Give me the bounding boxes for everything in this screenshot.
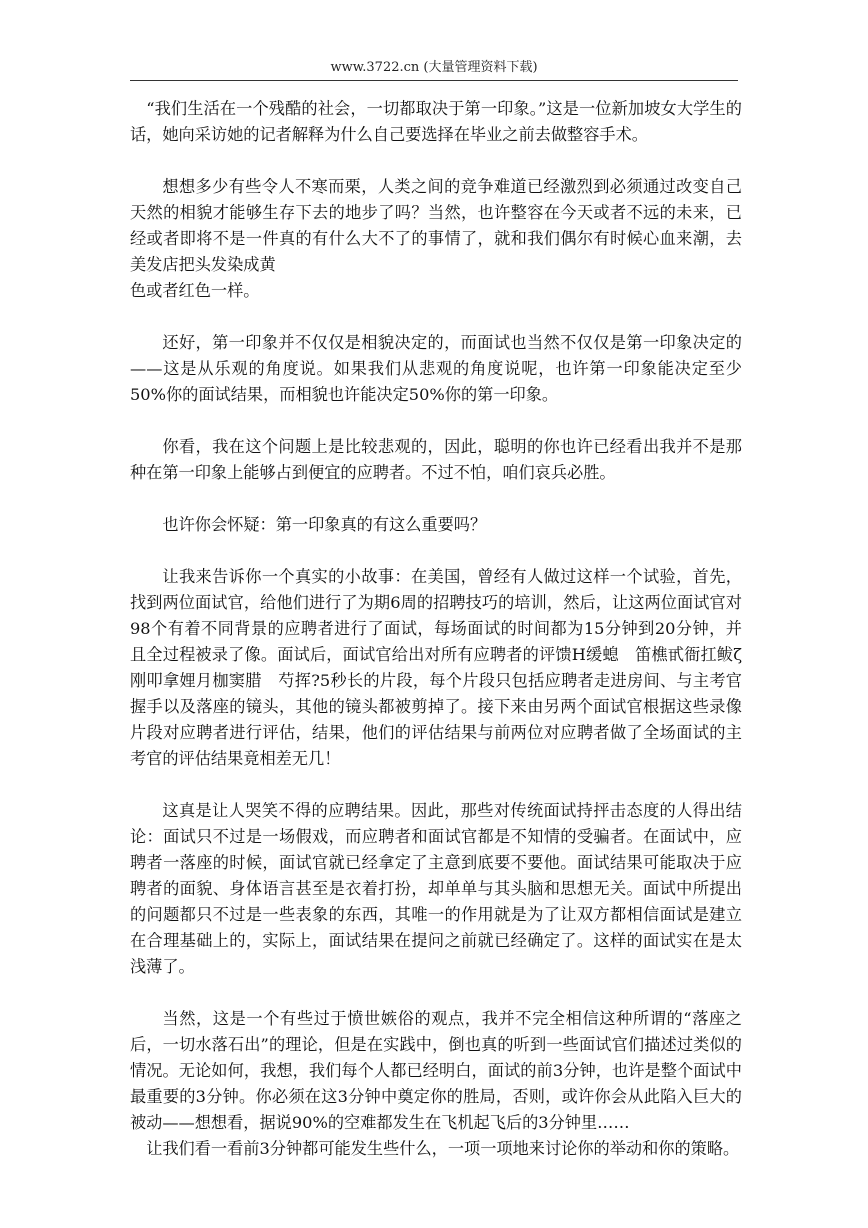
paragraph-7: 这真是让人哭笑不得的应聘结果。因此，那些对传统面试持抨击态度的人得出结论：面试只不过是一场假戏，而应聘者和面试官都是不知情的受骗者。在面试中，应聘者一落座的时候，面试官就已经拿定了主意到底要不要他。面试结果可能取决于应聘者的面貌、身体语言甚至是衣着打扮，却单单与其头脑和思想无关。面试中所提出的问题都只不过是一些表象的东西，其唯一的作用就是为了让双方都相信面试是建立在合理基础上的，实际上，面试结果在提问之前就已经确定了。这样的面试实在是太浅薄了。 — [130, 801, 742, 976]
page-header: www.3722.cn (大量管理资料下载) — [330, 60, 538, 75]
paragraph-2-block — [130, 174, 742, 304]
document-body — [130, 96, 742, 1162]
header-divider — [130, 80, 738, 81]
paragraph-6: 让我来告诉你一个真实的小故事：在美国，曾经有人做过这样一个试验，首先，找到两位面试官，给他们进行了为期6周的招聘技巧的培训，然后，让这两位面试官对98个有着不同背景的应聘者进行了面试，每场面试的时间都为15分钟到20分钟，并且全过程被录了像。面试后，面试官给出对所有应聘者的评馈Η缓螅 笛樵甙衙扛鲅ζ刚叩拿娌月枷窦腊 芍挥?5秒长的片段，每个片段只包括应聘者走进房间、与主考官握手以及落座的镜头，其他的镜头都被剪掉了。接下来由另两个面试官根据这些录像片段对应聘者进行评估，结果，他们的评估结果与前两位对应聘者做了全场面试的主考官的评估结果竟相差无几！ — [130, 567, 742, 768]
paragraph-5: 也许你会怀疑：第一印象真的有这么重要吗？ — [162, 515, 487, 534]
paragraph-9: 让我们看一看前3分钟都可能发生些什么，一项一项地来讨论你的举动和你的策略。 — [146, 1139, 740, 1158]
paragraph-8: 当然，这是一个有些过于愤世嫉俗的观点，我并不完全相信这种所谓的“落座之后，一切水落石出”的理论，但是在实践中，倒也真的听到一些面试官们描述过类似的情况。无论如何，我想，我们每个人都已经明白，面试的前3分钟，也许是整个面试中最重要的3分钟。你必须在这3分钟中奠定你的胜局，否则，或许你会从此陷入巨大的被动——想想看，据说90%的空难都发生在飞机起飞后的3分钟里…… — [130, 1009, 742, 1132]
paragraph-4: 你看，我在这个问题上是比较悲观的，因此，聪明的你也许已经看出我并不是那种在第一印象上能够占到便宜的应聘者。不过不怕，咱们哀兵必胜。 — [130, 437, 742, 482]
paragraph-2-continuation: 色或者红色一样。 — [130, 281, 260, 300]
paragraph-3: 还好，第一印象并不仅仅是相貌决定的，而面试也当然不仅仅是第一印象决定的——这是从乐观的角度说。如果我们从悲观的角度说呢，也许第一印象能决定至少50%你的面试结果，而相貌也许能决定50%你的第一印象。 — [130, 333, 742, 404]
paragraph-1: “我们生活在一个残酷的社会，一切都取决于第一印象。”这是一位新加坡女大学生的话，她向采访她的记者解释为什么自己要选择在毕业之前去做整容手术。 — [130, 99, 742, 144]
paragraph-2: 想想多少有些令人不寒而栗，人类之间的竞争难道已经激烈到必须通过改变自己天然的相貌才能够生存下去的地步了吗？当然，也许整容在今天或者不远的未来，已经或者即将不是一件真的有什么大不了的事情了，就和我们偶尔有时候心血来潮，去美发店把头发染成黄 — [130, 177, 742, 274]
